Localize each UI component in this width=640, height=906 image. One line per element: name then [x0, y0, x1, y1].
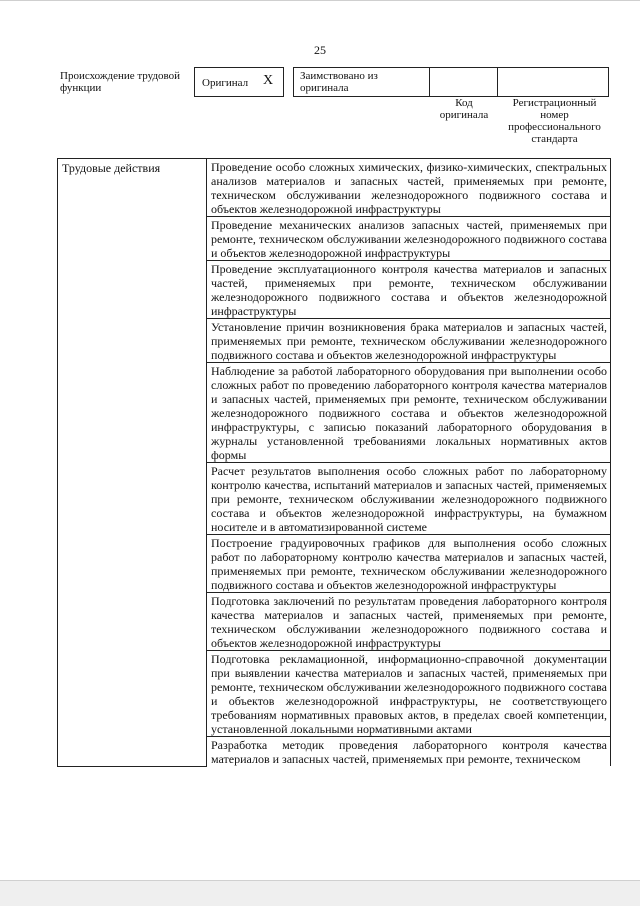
labor-action-item: Наблюдение за работой лабораторного оборудования при выполнении особо сложных работ по проведению лабораторного контроля качества материалов и запасных частей, применяемых при ремонте, техническом обслуживании железнодорожного подвижного состава и объектов железнодорожной инфраструктуры, с записью показаний лабораторного оборудования в журналы установленной требованиями локальных нормативных актов формы — [207, 363, 611, 463]
original-label: Оригинал — [202, 77, 249, 89]
labor-actions-label: Трудовые действия — [58, 159, 207, 767]
labor-actions-table — [57, 158, 611, 767]
original-mark: X — [263, 73, 274, 88]
labor-action-item: Проведение механических анализов запасных частей, применяемых при ремонте, техническом обслуживании железнодорожного подвижного состава и объектов железнодорожной инфраструктуры — [207, 217, 611, 261]
labor-action-item: Расчет результатов выполнения особо сложных работ по лабораторному контролю качества, испытаний материалов и запасных частей, применяемых при ремонте, техническом обслуживании железнодорожного подвижного состава и объектов железнодорожной инфраструктуры, на бумажном носителе и в автоматизированной системе — [207, 463, 611, 535]
labor-action-item: Разработка методик проведения лабораторного контроля качества материалов и запасных частей, применяемых при ремонте, техническом — [207, 737, 611, 767]
registration-number-caption: Регистрационный номер профессионального стандарта — [508, 97, 601, 145]
registration-number-box — [498, 67, 609, 97]
borrowed-label: Заимствовано из оригинала — [300, 70, 378, 94]
origin-label: Происхождение трудовой функции — [60, 70, 181, 94]
page-bottom-edge — [0, 880, 640, 906]
labor-action-item: Установление причин возникновения брака материалов и запасных частей, применяемых при ремонте, техническом обслуживании железнодорожного подвижного состава и объектов железнодорожной инфраструктуры — [207, 319, 611, 363]
labor-action-item: Проведение эксплуатационного контроля качества материалов и запасных частей, применяемых при ремонте, техническом обслуживании железнодорожного подвижного состава и объектов железнодорожной инфраструктуры — [207, 261, 611, 319]
labor-action-item: Построение градуировочных графиков для выполнения особо сложных работ по лабораторному контролю качества материалов и запасных частей, применяемых при ремонте, техническом обслуживании железнодорожного подвижного состава и объектов железнодорожной инфраструктуры — [207, 535, 611, 593]
labor-action-item: Подготовка рекламационной, информационно-справочной документации при выявлении качества материалов и запасных частей, применяемых при ремонте, техническом обслуживании железнодорожного подвижного состава и объектов железнодорожной инфраструктуры, не соответствующего требованиям нормативных правовых актов, в пределах своей компетенции, установленной локальными нормативными актами — [207, 651, 611, 737]
labor-actions-body — [58, 159, 611, 767]
table-row — [58, 159, 611, 217]
borrowed-box — [293, 67, 430, 97]
original-box — [194, 67, 284, 97]
page-number: 25 — [314, 43, 326, 57]
original-code-caption: Код оригинала — [439, 97, 489, 121]
labor-action-item: Проведение особо сложных химических, физико-химических, спектральных анализов материалов и запасных частей, применяемых при ремонте, техническом обслуживании железнодорожного подвижного состава и объектов железнодорожной инфраструктуры — [207, 159, 611, 217]
page-top-edge — [0, 0, 640, 1]
original-code-box — [430, 67, 498, 97]
labor-action-item: Подготовка заключений по результатам проведения лабораторного контроля качества материалов и запасных частей, применяемых при ремонте, техническом обслуживании железнодорожного подвижного состава и объектов железнодорожной инфраструктуры — [207, 593, 611, 651]
